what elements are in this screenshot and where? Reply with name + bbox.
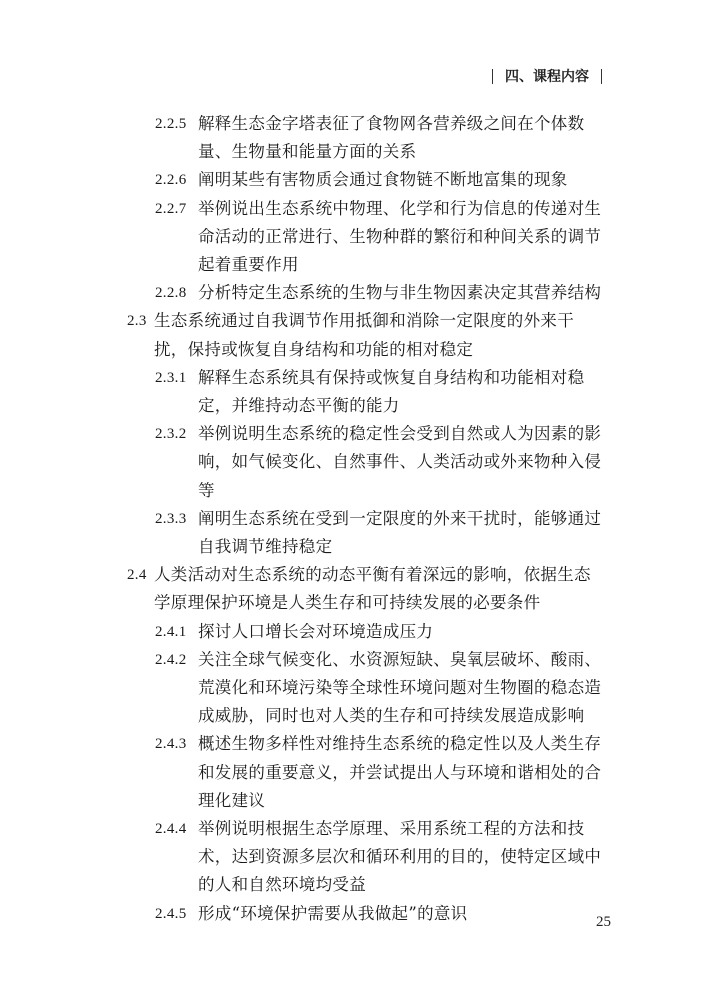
entry-text: 阐明生态系统在受到一定限度的外来干扰时，能够通过自我调节维持稳定: [198, 508, 602, 557]
entry-number: 2.3.3: [155, 510, 187, 527]
entry-text: 关注全球气候变化、水资源短缺、臭氧层破坏、酸雨、荒漠化和环境污染等全球性环境问题对生物圈的稳态造成威胁，同时也对人类的生存和可持续发展造成影响: [198, 649, 602, 726]
entry-number: 2.2.8: [155, 285, 187, 302]
entry-2-2-6: [155, 166, 615, 194]
entry-number: 2.2.5: [155, 116, 187, 132]
entry-number: 2.3.1: [155, 369, 187, 386]
entry-2-4: [127, 561, 599, 617]
entry-text: 生态系统通过自我调节作用抵御和消除一定限度的外来干扰，保持或恢复自身结构和功能的相对稳定: [154, 311, 574, 359]
entry-2-4-4: [155, 815, 615, 900]
header-section-title: 四、课程内容: [505, 69, 589, 85]
page-body: [0, 110, 718, 928]
entry-text: 举例说明生态系统的稳定性会受到自然或人为因素的影响，如气候变化、自然事件、人类活动或外来物种入侵等: [198, 424, 602, 500]
entry-number: 2.2.6: [155, 172, 187, 189]
header-divider-right: [601, 69, 602, 84]
entry-text: 人类活动对生态系统的动态平衡有着深远的影响，依据生态学原理保护环境是人类生存和可持续发展的必要条件: [154, 565, 591, 613]
entry-text: 分析特定生态系统的生物与非生物因素决定其营养结构: [198, 283, 602, 303]
entry-number: 2.4: [127, 567, 147, 584]
entry-2-4-3: [155, 730, 615, 815]
entry-number: 2.4.3: [155, 736, 187, 753]
entry-2-3-3: [155, 505, 615, 561]
entry-text: 解释生态金字塔表征了食物网各营养级之间在个体数量、生物量和能量方面的关系: [198, 114, 585, 162]
entry-2-4-5: [155, 900, 615, 928]
entry-number: 2.4.4: [155, 821, 187, 838]
entry-2-3-1: [155, 364, 615, 420]
running-header: [480, 66, 614, 86]
entry-text: 阐明某些有害物质会通过食物链不断地富集的现象: [198, 170, 568, 190]
page-number: 25: [596, 914, 611, 930]
entry-number: 2.4.1: [155, 623, 187, 640]
entry-2-2-8: [155, 279, 615, 307]
entry-text: 举例说明根据生态学原理、采用系统工程的方法和技术，达到资源多层次和循环利用的目的，使特定区域中的人和自然环境均受益: [198, 819, 602, 895]
entry-number: 2.4.2: [155, 651, 187, 668]
entry-number: 2.4.5: [155, 905, 187, 922]
entry-2-3-2: [155, 420, 615, 505]
entry-2-2-5: [155, 110, 615, 166]
header-divider-left: [492, 69, 493, 84]
entry-text: 探讨人口增长会对环境造成压力: [198, 621, 434, 641]
entry-number: 2.3: [127, 313, 147, 330]
entry-2-4-2: [155, 646, 615, 731]
entry-2-3: [127, 307, 599, 363]
entry-number: 2.2.7: [155, 200, 187, 217]
entry-2-2-7: [155, 195, 615, 280]
entry-number: 2.3.2: [155, 426, 187, 443]
entry-text: 形成“环境保护需要从我做起”的意识: [198, 903, 468, 923]
entry-text: 举例说出生态系统中物理、化学和行为信息的传递对生命活动的正常进行、生物种群的繁衍和种间关系的调节起着重要作用: [198, 198, 602, 275]
entry-text: 解释生态系统具有保持或恢复自身结构和功能相对稳定，并维持动态平衡的能力: [198, 367, 585, 416]
entry-2-4-1: [155, 618, 615, 646]
entry-text: 概述生物多样性对维持生态系统的稳定性以及人类生存和发展的重要意义，并尝试提出人与环境和谐相处的合理化建议: [198, 734, 602, 810]
